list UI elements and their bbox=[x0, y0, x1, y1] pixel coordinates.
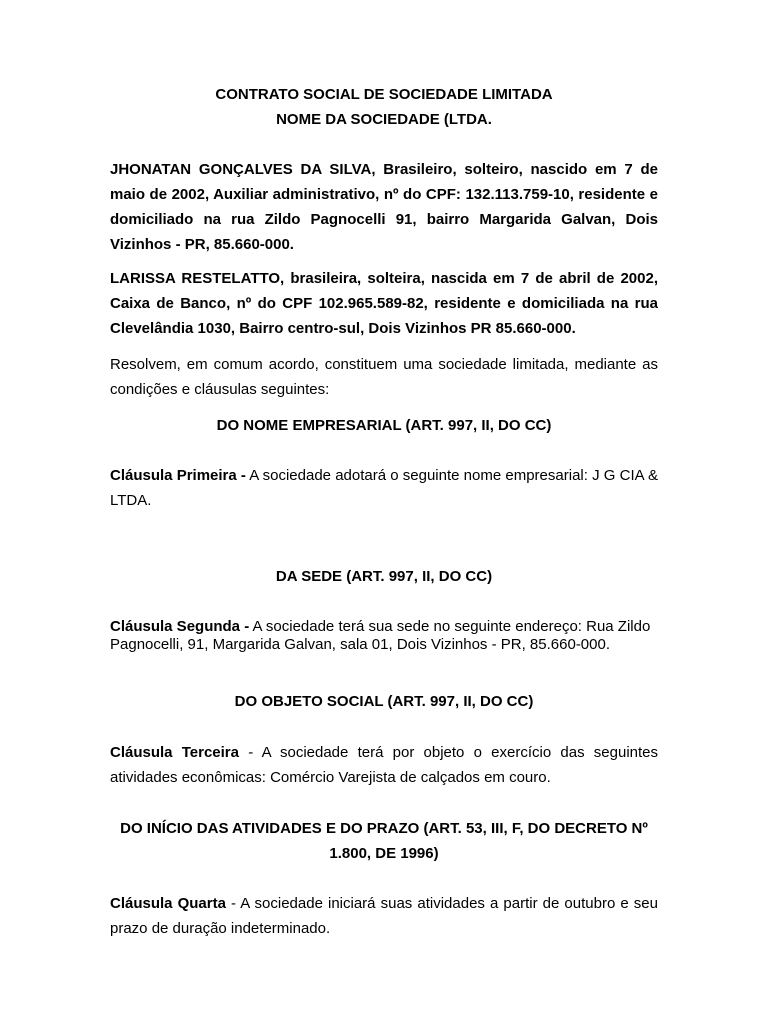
resolution-paragraph: Resolvem, em comum acordo, constituem uma sociedade limitada, mediante as condições e cláusulas seguintes: bbox=[110, 356, 658, 398]
clause-second-text: A sociedade terá sua sede no seguinte endereço: Rua Zildo Pagnocelli, 91, Margarida Galvan, sala 01, Dois Vizinhos - PR, 85.660-000. bbox=[110, 618, 651, 653]
clause-fourth-text: - A sociedade iniciará suas atividades a partir de outubro e seu prazo de duração indeterminado. bbox=[110, 895, 658, 937]
clause-fourth-label: Cláusula Quarta bbox=[110, 895, 226, 912]
section-heading-start-and-term: DO INÍCIO DAS ATIVIDADES E DO PRAZO (ART. 53, III, F, DO DECRETO Nº 1.800, DE 1996) bbox=[120, 820, 648, 862]
document-page bbox=[110, 0, 658, 1024]
section-heading-headquarters: DA SEDE (ART. 997, II, DO CC) bbox=[275, 568, 493, 585]
clause-second-label: Cláusula Segunda - bbox=[110, 618, 250, 635]
clause-fourth bbox=[110, 891, 658, 941]
clause-third-label: Cláusula Terceira bbox=[110, 744, 239, 761]
clause-first bbox=[110, 463, 658, 513]
clause-first-text: A sociedade adotará o seguinte nome empresarial: J G CIA & LTDA. bbox=[110, 467, 658, 509]
partner-2-qualification: LARISSA RESTELATTO, brasileira, solteira, nascida em 7 de abril de 2002, Caixa de Banco, nº do CPF 102.965.589-82, residente e domiciliada na rua Clevelândia 1030, Bairro centro-sul, Dois Vizinhos PR 85.660-000. bbox=[110, 270, 658, 337]
partner-1-qualification: JHONATAN GONÇALVES DA SILVA, Brasileiro, solteiro, nascido em 7 de maio de 2002, Auxiliar administrativo, nº do CPF: 132.113.759-10, residente e domiciliado na rua Zildo Pagnocelli 91, bairro Margarida Galvan, Dois Vizinhos - PR, 85.660-000. bbox=[110, 161, 658, 253]
section-heading-corporate-purpose: DO OBJETO SOCIAL (ART. 997, II, DO CC) bbox=[234, 693, 534, 710]
company-name-placeholder: NOME DA SOCIEDADE (LTDA. bbox=[276, 111, 492, 128]
clause-third bbox=[110, 740, 658, 790]
document-title: CONTRATO SOCIAL DE SOCIEDADE LIMITADA bbox=[215, 86, 553, 103]
clause-third-text: - A sociedade terá por objeto o exercício das seguintes atividades econômicas: Comércio Varejista de calçados em couro. bbox=[110, 744, 659, 786]
section-heading-company-name: DO NOME EMPRESARIAL (ART. 997, II, DO CC) bbox=[216, 417, 552, 434]
clause-second bbox=[110, 618, 658, 653]
clause-first-label: Cláusula Primeira - bbox=[110, 467, 246, 484]
